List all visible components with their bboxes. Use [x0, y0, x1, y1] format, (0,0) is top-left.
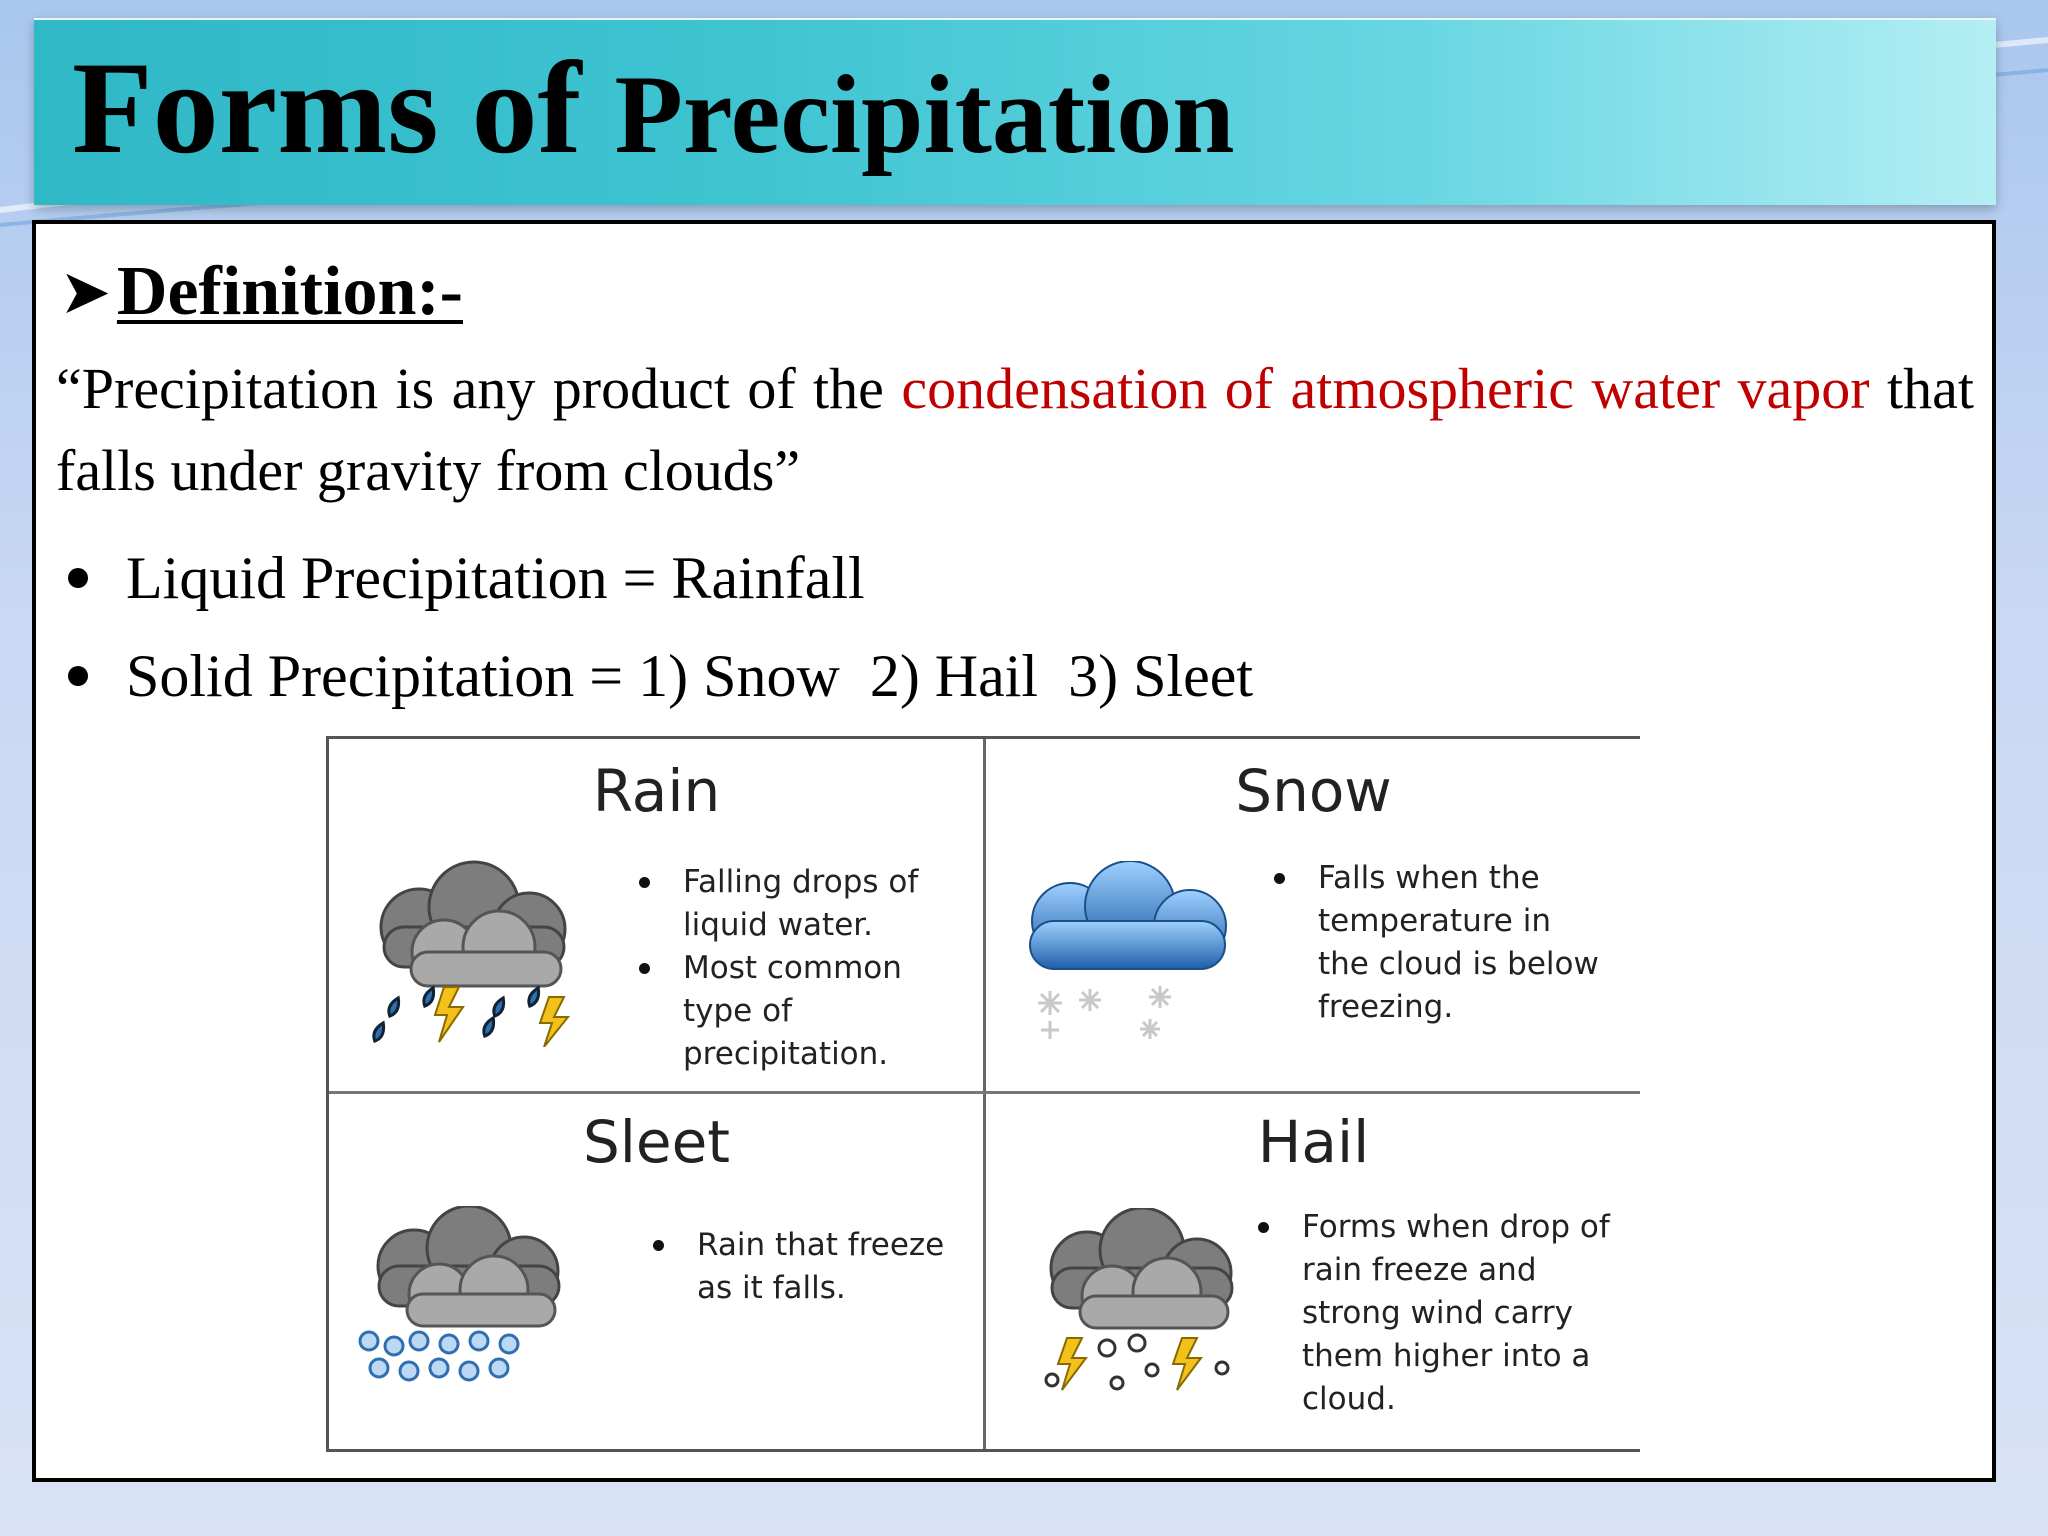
list-item-text: Most common type of precipitation.	[683, 950, 902, 1072]
list-item	[56, 529, 1253, 627]
hail-cell	[986, 1094, 1641, 1452]
definition-text-post: that falls under gravity from clouds”	[56, 356, 1974, 503]
hail-title: Hail	[1257, 1108, 1370, 1176]
snow-description-list	[1270, 857, 1610, 1029]
list-item	[635, 947, 955, 1076]
list-item-text: Solid Precipitation = 1) Snow 2) Hail 3) Sleet	[126, 642, 1254, 709]
sleet-cell	[329, 1094, 984, 1452]
hail-cloud-icon	[1022, 1208, 1252, 1398]
arrow-bullet-icon: ➤	[62, 261, 109, 324]
definition-heading-text: Definition:-	[116, 253, 463, 330]
sleet-title: Sleet	[582, 1108, 731, 1176]
precipitation-types-list	[56, 529, 1253, 725]
sleet-cloud-icon	[349, 1206, 579, 1386]
list-item-text: Falls when the temperature in the cloud is below freezing.	[1318, 860, 1599, 1025]
bullet-dot-icon	[68, 666, 88, 686]
title-part-1: Forms of	[72, 34, 615, 181]
snow-cloud-icon	[1010, 861, 1240, 1041]
rain-description-list	[635, 861, 955, 1076]
list-item	[1254, 1206, 1614, 1421]
list-item-text: Forms when drop of rain freeze and strong wind carry them higher into a cloud.	[1302, 1209, 1610, 1417]
list-item	[56, 627, 1253, 725]
snow-title: Snow	[1235, 757, 1392, 825]
sleet-description-list	[649, 1224, 949, 1310]
list-item	[649, 1224, 949, 1310]
snow-cell	[986, 739, 1641, 1091]
definition-heading	[62, 252, 463, 332]
list-item-text: Falling drops of liquid water.	[683, 864, 919, 943]
content-box	[32, 220, 1996, 1482]
precipitation-figure	[326, 736, 1640, 1452]
list-item-text: Liquid Precipitation = Rainfall	[126, 544, 865, 611]
list-item	[635, 861, 955, 947]
title-part-2: Precipitation	[614, 53, 1235, 177]
bullet-dot-icon	[68, 568, 88, 588]
rain-cell	[329, 739, 984, 1091]
rain-cloud-icon	[349, 857, 589, 1047]
definition-text-highlight: condensation of atmospheric water vapor	[901, 356, 1870, 421]
list-item	[1270, 857, 1610, 1029]
definition-text	[56, 348, 1974, 512]
rain-title: Rain	[592, 757, 721, 825]
hail-description-list	[1254, 1206, 1614, 1421]
definition-text-pre: “Precipitation is any product of the	[56, 356, 902, 421]
list-item-text: Rain that freeze as it falls.	[697, 1227, 945, 1306]
slide-title	[72, 34, 1235, 181]
